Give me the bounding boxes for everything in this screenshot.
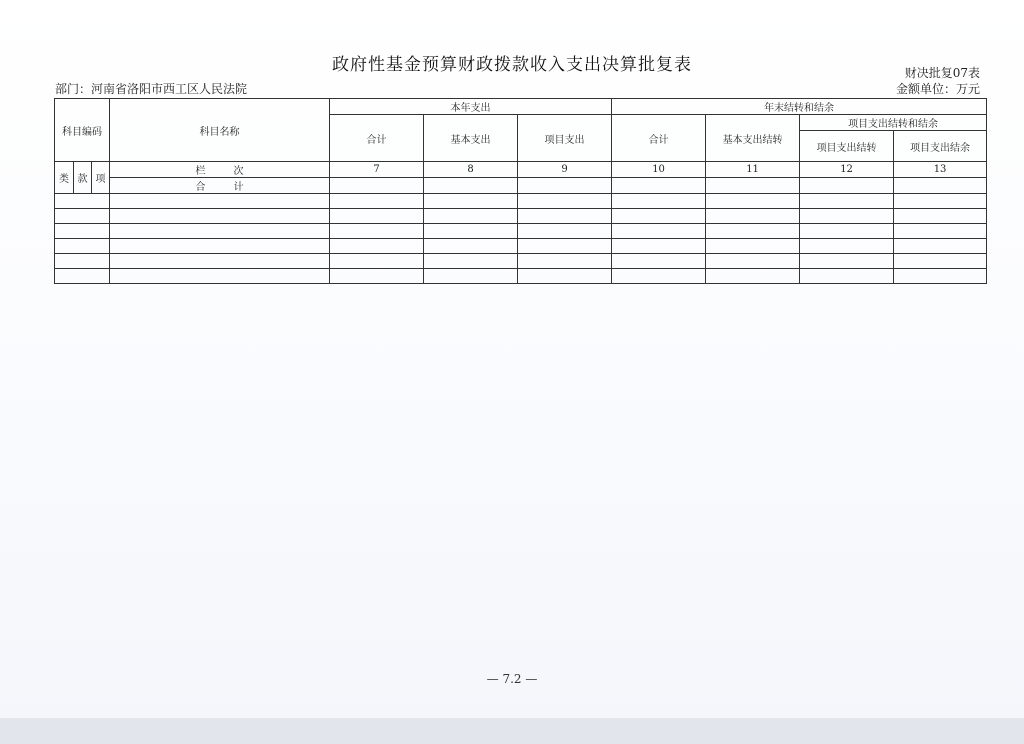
table-cell <box>612 254 706 269</box>
code-cell <box>55 239 110 254</box>
table-cell <box>518 239 612 254</box>
header-class: 类 <box>55 162 74 194</box>
table-cell <box>612 224 706 239</box>
table-cell <box>424 254 518 269</box>
name-cell <box>110 254 330 269</box>
name-cell <box>110 194 330 209</box>
table-row <box>55 194 987 209</box>
column-number: 11 <box>706 162 800 178</box>
table-cell <box>800 269 894 284</box>
header-project-carryover-group: 项目支出结转和结余 <box>800 115 987 131</box>
table-cell <box>518 194 612 209</box>
table-cell <box>800 254 894 269</box>
table-cell <box>330 224 424 239</box>
table-cell <box>330 269 424 284</box>
name-cell <box>110 209 330 224</box>
table-cell <box>894 194 987 209</box>
table-cell <box>706 224 800 239</box>
header-current-year-expense: 本年支出 <box>330 99 612 115</box>
table-cell <box>800 239 894 254</box>
table-cell <box>612 239 706 254</box>
table-cell <box>706 194 800 209</box>
header-year-end-balance: 年末结转和结余 <box>612 99 987 115</box>
table-cell <box>424 239 518 254</box>
table-cell <box>518 269 612 284</box>
table-cell <box>518 209 612 224</box>
table-cell <box>330 178 424 194</box>
table-cell <box>518 178 612 194</box>
empty-rows <box>55 194 987 284</box>
page-number: — 7.2 — <box>486 672 538 686</box>
table-cell <box>330 194 424 209</box>
name-cell <box>110 269 330 284</box>
name-cell <box>110 239 330 254</box>
table-row <box>55 254 987 269</box>
table-cell <box>894 239 987 254</box>
department-label: 部门：河南省洛阳市西工区人民法院 <box>55 82 248 96</box>
table-cell <box>330 254 424 269</box>
amount-unit: 金额单位：万元 <box>895 82 980 96</box>
header-basic-carryover: 基本支出结转 <box>706 115 800 162</box>
table-cell <box>330 209 424 224</box>
table-row <box>55 224 987 239</box>
table-cell <box>894 224 987 239</box>
table-cell <box>424 224 518 239</box>
code-cell <box>55 224 110 239</box>
header-project-surplus: 项目支出结余 <box>894 131 987 162</box>
column-number: 9 <box>518 162 612 178</box>
table-cell <box>424 178 518 194</box>
page-title: 政府性基金预算财政拨款收入支出决算批复表 <box>332 55 692 75</box>
table-cell <box>894 269 987 284</box>
header-total: 合计 <box>330 115 424 162</box>
table-row <box>55 209 987 224</box>
column-number: 12 <box>800 162 894 178</box>
table-row <box>55 269 987 284</box>
header-project-expense: 项目支出 <box>518 115 612 162</box>
form-number: 财决批复07表 <box>904 66 980 80</box>
table-cell <box>424 194 518 209</box>
header-project-carryover: 项目支出结转 <box>800 131 894 162</box>
table-cell <box>330 239 424 254</box>
scan-margin <box>0 718 1024 744</box>
table-cell <box>706 178 800 194</box>
table-cell <box>706 239 800 254</box>
table-row <box>55 239 987 254</box>
column-number: 13 <box>894 162 987 178</box>
table-cell <box>612 209 706 224</box>
table-cell <box>518 224 612 239</box>
budget-table <box>54 98 987 284</box>
table-cell <box>800 224 894 239</box>
table-cell <box>424 209 518 224</box>
header-balance-total: 合计 <box>612 115 706 162</box>
table-cell <box>706 269 800 284</box>
code-cell <box>55 254 110 269</box>
code-cell <box>55 269 110 284</box>
table-cell <box>612 178 706 194</box>
table-cell <box>894 209 987 224</box>
table-cell <box>518 254 612 269</box>
table-cell <box>424 269 518 284</box>
total-row-label: 合计 <box>110 178 330 194</box>
code-cell <box>55 194 110 209</box>
table-cell <box>706 254 800 269</box>
table-cell <box>894 178 987 194</box>
column-number: 10 <box>612 162 706 178</box>
table-cell <box>706 209 800 224</box>
column-number: 8 <box>424 162 518 178</box>
table-cell <box>612 194 706 209</box>
header-basic-expense: 基本支出 <box>424 115 518 162</box>
column-label: 栏次 <box>110 162 330 178</box>
name-cell <box>110 224 330 239</box>
header-code: 科目编码 <box>55 99 110 162</box>
table-cell <box>894 254 987 269</box>
header-item: 项 <box>92 162 110 194</box>
table-cell <box>800 178 894 194</box>
table-cell <box>800 209 894 224</box>
code-cell <box>55 209 110 224</box>
table-cell <box>612 269 706 284</box>
table-cell <box>800 194 894 209</box>
header-section: 款 <box>74 162 92 194</box>
column-number: 7 <box>330 162 424 178</box>
header-name: 科目名称 <box>110 99 330 162</box>
